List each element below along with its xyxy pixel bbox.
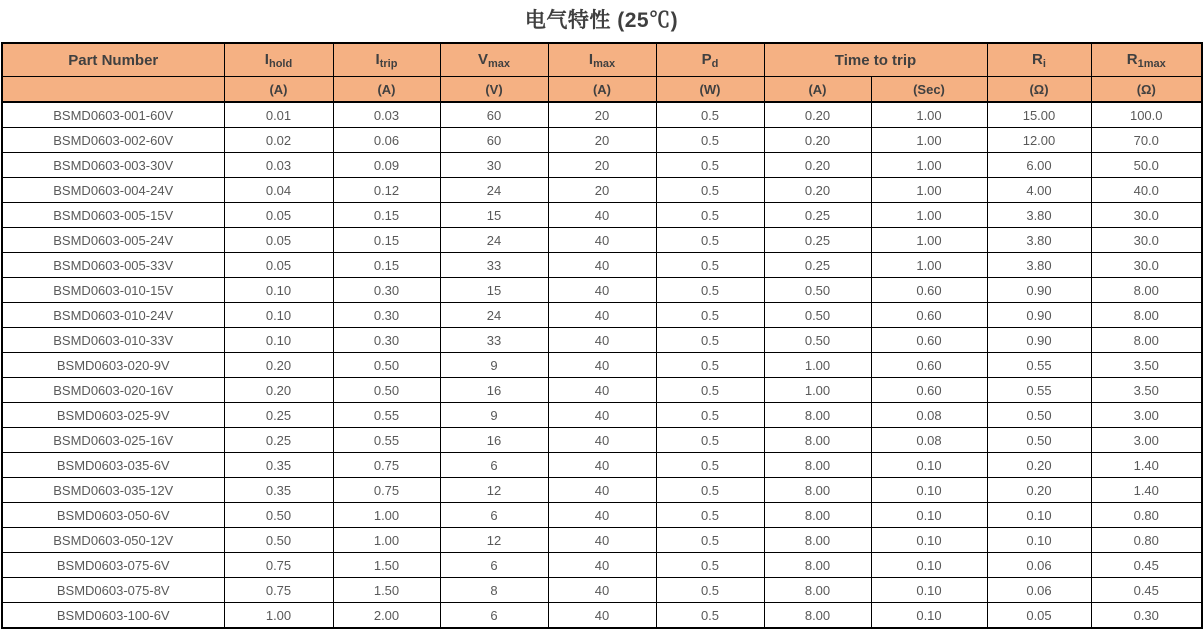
col-header-itrip bbox=[333, 43, 440, 77]
value-cell: 1.00 bbox=[871, 228, 987, 253]
value-cell: 0.15 bbox=[333, 203, 440, 228]
unit-imax: (A) bbox=[548, 77, 656, 103]
value-cell: 0.25 bbox=[224, 428, 333, 453]
unit-ri: (Ω) bbox=[987, 77, 1091, 103]
value-cell: 0.50 bbox=[333, 378, 440, 403]
value-cell: 40 bbox=[548, 278, 656, 303]
value-cell: 0.55 bbox=[987, 353, 1091, 378]
value-cell: 0.80 bbox=[1091, 503, 1202, 528]
value-cell: 0.10 bbox=[871, 478, 987, 503]
value-cell: 40 bbox=[548, 578, 656, 603]
value-cell: 40 bbox=[548, 228, 656, 253]
col-header-vmax-base: V bbox=[477, 50, 488, 68]
value-cell: 8.00 bbox=[764, 553, 871, 578]
col-header-ihold-sub: hold bbox=[268, 57, 293, 70]
value-cell: 15 bbox=[440, 278, 548, 303]
value-cell: 0.5 bbox=[656, 603, 764, 629]
value-cell: 0.05 bbox=[987, 603, 1091, 629]
table-row bbox=[2, 353, 1202, 378]
value-cell: 0.50 bbox=[764, 278, 871, 303]
value-cell: 40 bbox=[548, 478, 656, 503]
value-cell: 0.5 bbox=[656, 553, 764, 578]
value-cell: 0.05 bbox=[224, 228, 333, 253]
value-cell: 8.00 bbox=[764, 528, 871, 553]
part-number-cell: BSMD0603-020-16V bbox=[2, 378, 224, 403]
value-cell: 0.80 bbox=[1091, 528, 1202, 553]
part-number-cell: BSMD0603-025-9V bbox=[2, 403, 224, 428]
value-cell: 8.00 bbox=[764, 478, 871, 503]
table-row bbox=[2, 553, 1202, 578]
value-cell: 0.5 bbox=[656, 403, 764, 428]
value-cell: 0.10 bbox=[987, 503, 1091, 528]
value-cell: 70.0 bbox=[1091, 128, 1202, 153]
table-row bbox=[2, 303, 1202, 328]
table-row bbox=[2, 228, 1202, 253]
unit-vmax: (V) bbox=[440, 77, 548, 103]
value-cell: 1.00 bbox=[871, 153, 987, 178]
value-cell: 1.00 bbox=[764, 378, 871, 403]
table-row bbox=[2, 178, 1202, 203]
col-header-r1max bbox=[1091, 43, 1202, 77]
value-cell: 3.80 bbox=[987, 253, 1091, 278]
value-cell: 12 bbox=[440, 478, 548, 503]
part-number-cell: BSMD0603-075-8V bbox=[2, 578, 224, 603]
table-row bbox=[2, 378, 1202, 403]
col-header-itrip-sub: trip bbox=[379, 57, 398, 70]
value-cell: 1.00 bbox=[871, 178, 987, 203]
part-number-cell: BSMD0603-010-33V bbox=[2, 328, 224, 353]
col-header-imax bbox=[548, 43, 656, 77]
table-row bbox=[2, 453, 1202, 478]
value-cell: 6 bbox=[440, 603, 548, 629]
part-number-cell: BSMD0603-004-24V bbox=[2, 178, 224, 203]
value-cell: 0.25 bbox=[764, 253, 871, 278]
value-cell: 40 bbox=[548, 603, 656, 629]
table-row bbox=[2, 428, 1202, 453]
value-cell: 0.90 bbox=[987, 303, 1091, 328]
value-cell: 30.0 bbox=[1091, 253, 1202, 278]
value-cell: 0.90 bbox=[987, 278, 1091, 303]
value-cell: 24 bbox=[440, 178, 548, 203]
value-cell: 0.20 bbox=[764, 153, 871, 178]
value-cell: 0.50 bbox=[333, 353, 440, 378]
value-cell: 0.10 bbox=[987, 528, 1091, 553]
value-cell: 0.20 bbox=[987, 478, 1091, 503]
value-cell: 8.00 bbox=[1091, 278, 1202, 303]
value-cell: 0.35 bbox=[224, 478, 333, 503]
value-cell: 0.5 bbox=[656, 278, 764, 303]
value-cell: 0.06 bbox=[987, 578, 1091, 603]
value-cell: 1.00 bbox=[224, 603, 333, 629]
part-number-cell: BSMD0603-010-15V bbox=[2, 278, 224, 303]
value-cell: 0.20 bbox=[764, 102, 871, 128]
col-header-ri bbox=[987, 43, 1091, 77]
value-cell: 3.00 bbox=[1091, 428, 1202, 453]
value-cell: 0.5 bbox=[656, 353, 764, 378]
value-cell: 0.5 bbox=[656, 453, 764, 478]
value-cell: 0.06 bbox=[987, 553, 1091, 578]
col-header-imax-base: I bbox=[588, 50, 594, 68]
value-cell: 16 bbox=[440, 428, 548, 453]
value-cell: 0.10 bbox=[871, 553, 987, 578]
unit-r1max: (Ω) bbox=[1091, 77, 1202, 103]
value-cell: 0.5 bbox=[656, 578, 764, 603]
value-cell: 1.50 bbox=[333, 578, 440, 603]
table-row bbox=[2, 578, 1202, 603]
col-header-vmax-sub: max bbox=[487, 57, 511, 70]
value-cell: 0.60 bbox=[871, 328, 987, 353]
value-cell: 0.75 bbox=[333, 478, 440, 503]
value-cell: 0.10 bbox=[871, 453, 987, 478]
value-cell: 3.80 bbox=[987, 203, 1091, 228]
value-cell: 0.5 bbox=[656, 228, 764, 253]
value-cell: 12.00 bbox=[987, 128, 1091, 153]
value-cell: 8.00 bbox=[764, 503, 871, 528]
header-row-units bbox=[2, 77, 1202, 103]
value-cell: 8.00 bbox=[1091, 303, 1202, 328]
value-cell: 0.04 bbox=[224, 178, 333, 203]
value-cell: 40 bbox=[548, 203, 656, 228]
value-cell: 0.5 bbox=[656, 153, 764, 178]
value-cell: 0.09 bbox=[333, 153, 440, 178]
value-cell: 0.5 bbox=[656, 128, 764, 153]
value-cell: 8 bbox=[440, 578, 548, 603]
value-cell: 4.00 bbox=[987, 178, 1091, 203]
value-cell: 0.50 bbox=[987, 428, 1091, 453]
value-cell: 0.15 bbox=[333, 253, 440, 278]
table-row bbox=[2, 328, 1202, 353]
value-cell: 0.5 bbox=[656, 378, 764, 403]
unit-time-to-trip-a: (A) bbox=[764, 77, 871, 103]
value-cell: 8.00 bbox=[764, 453, 871, 478]
value-cell: 6.00 bbox=[987, 153, 1091, 178]
value-cell: 100.0 bbox=[1091, 102, 1202, 128]
part-number-cell: BSMD0603-001-60V bbox=[2, 102, 224, 128]
value-cell: 0.20 bbox=[224, 353, 333, 378]
table-row bbox=[2, 403, 1202, 428]
value-cell: 0.75 bbox=[224, 578, 333, 603]
part-number-cell: BSMD0603-020-9V bbox=[2, 353, 224, 378]
value-cell: 0.05 bbox=[224, 253, 333, 278]
value-cell: 30 bbox=[440, 153, 548, 178]
part-number-cell: BSMD0603-005-15V bbox=[2, 203, 224, 228]
value-cell: 0.03 bbox=[224, 153, 333, 178]
header-row-main bbox=[2, 43, 1202, 77]
table-row bbox=[2, 102, 1202, 128]
value-cell: 8.00 bbox=[764, 578, 871, 603]
value-cell: 40 bbox=[548, 378, 656, 403]
col-header-imax-sub: max bbox=[593, 57, 616, 70]
value-cell: 0.75 bbox=[333, 453, 440, 478]
value-cell: 0.45 bbox=[1091, 553, 1202, 578]
value-cell: 0.5 bbox=[656, 102, 764, 128]
value-cell: 0.10 bbox=[871, 528, 987, 553]
value-cell: 0.50 bbox=[224, 503, 333, 528]
part-number-cell: BSMD0603-003-30V bbox=[2, 153, 224, 178]
value-cell: 40 bbox=[548, 503, 656, 528]
value-cell: 9 bbox=[440, 353, 548, 378]
value-cell: 9 bbox=[440, 403, 548, 428]
value-cell: 0.5 bbox=[656, 428, 764, 453]
table-body bbox=[2, 102, 1202, 628]
value-cell: 0.50 bbox=[764, 328, 871, 353]
value-cell: 40.0 bbox=[1091, 178, 1202, 203]
part-number-cell: BSMD0603-010-24V bbox=[2, 303, 224, 328]
value-cell: 1.00 bbox=[871, 128, 987, 153]
value-cell: 0.5 bbox=[656, 528, 764, 553]
part-number-cell: BSMD0603-005-33V bbox=[2, 253, 224, 278]
value-cell: 40 bbox=[548, 528, 656, 553]
value-cell: 1.00 bbox=[871, 253, 987, 278]
table-row bbox=[2, 503, 1202, 528]
value-cell: 40 bbox=[548, 303, 656, 328]
value-cell: 40 bbox=[548, 328, 656, 353]
value-cell: 0.45 bbox=[1091, 578, 1202, 603]
value-cell: 0.5 bbox=[656, 253, 764, 278]
value-cell: 0.01 bbox=[224, 102, 333, 128]
table-header bbox=[2, 43, 1202, 102]
value-cell: 0.55 bbox=[333, 403, 440, 428]
value-cell: 0.25 bbox=[764, 203, 871, 228]
value-cell: 0.10 bbox=[871, 578, 987, 603]
value-cell: 30.0 bbox=[1091, 228, 1202, 253]
col-header-pd bbox=[656, 43, 764, 77]
value-cell: 33 bbox=[440, 253, 548, 278]
value-cell: 0.30 bbox=[333, 278, 440, 303]
value-cell: 0.08 bbox=[871, 428, 987, 453]
value-cell: 0.50 bbox=[224, 528, 333, 553]
value-cell: 50.0 bbox=[1091, 153, 1202, 178]
value-cell: 24 bbox=[440, 303, 548, 328]
value-cell: 0.55 bbox=[333, 428, 440, 453]
value-cell: 0.30 bbox=[333, 303, 440, 328]
value-cell: 0.60 bbox=[871, 353, 987, 378]
value-cell: 3.50 bbox=[1091, 353, 1202, 378]
value-cell: 3.00 bbox=[1091, 403, 1202, 428]
part-number-cell: BSMD0603-035-12V bbox=[2, 478, 224, 503]
value-cell: 8.00 bbox=[764, 603, 871, 629]
value-cell: 8.00 bbox=[764, 428, 871, 453]
value-cell: 20 bbox=[548, 102, 656, 128]
value-cell: 30.0 bbox=[1091, 203, 1202, 228]
value-cell: 40 bbox=[548, 428, 656, 453]
value-cell: 1.00 bbox=[871, 203, 987, 228]
part-number-cell: BSMD0603-002-60V bbox=[2, 128, 224, 153]
value-cell: 0.10 bbox=[224, 303, 333, 328]
value-cell: 0.05 bbox=[224, 203, 333, 228]
value-cell: 1.40 bbox=[1091, 478, 1202, 503]
value-cell: 0.5 bbox=[656, 503, 764, 528]
col-header-ihold-base: I bbox=[264, 50, 269, 68]
value-cell: 0.5 bbox=[656, 478, 764, 503]
unit-part-number-empty bbox=[2, 77, 224, 103]
electrical-characteristics-table bbox=[1, 42, 1203, 629]
value-cell: 20 bbox=[548, 178, 656, 203]
value-cell: 0.10 bbox=[224, 278, 333, 303]
value-cell: 60 bbox=[440, 102, 548, 128]
value-cell: 15.00 bbox=[987, 102, 1091, 128]
value-cell: 3.80 bbox=[987, 228, 1091, 253]
part-number-cell: BSMD0603-100-6V bbox=[2, 603, 224, 629]
value-cell: 0.12 bbox=[333, 178, 440, 203]
col-header-ri-sub: i bbox=[1042, 57, 1046, 70]
value-cell: 0.30 bbox=[1091, 603, 1202, 629]
value-cell: 0.20 bbox=[764, 128, 871, 153]
value-cell: 0.5 bbox=[656, 178, 764, 203]
value-cell: 12 bbox=[440, 528, 548, 553]
value-cell: 1.00 bbox=[871, 102, 987, 128]
value-cell: 0.25 bbox=[224, 403, 333, 428]
value-cell: 0.20 bbox=[764, 178, 871, 203]
col-header-itrip-base: I bbox=[375, 50, 380, 68]
part-number-cell: BSMD0603-050-6V bbox=[2, 503, 224, 528]
value-cell: 0.5 bbox=[656, 203, 764, 228]
value-cell: 0.60 bbox=[871, 278, 987, 303]
col-header-part-number: Part Number bbox=[2, 43, 224, 77]
table-row bbox=[2, 153, 1202, 178]
value-cell: 20 bbox=[548, 153, 656, 178]
value-cell: 0.90 bbox=[987, 328, 1091, 353]
value-cell: 8.00 bbox=[1091, 328, 1202, 353]
value-cell: 0.10 bbox=[871, 603, 987, 629]
col-header-r1max-sub: 1max bbox=[1137, 57, 1166, 70]
part-number-cell: BSMD0603-050-12V bbox=[2, 528, 224, 553]
value-cell: 0.75 bbox=[224, 553, 333, 578]
col-header-ri-base: R bbox=[1032, 50, 1043, 68]
col-header-ihold bbox=[224, 43, 333, 77]
value-cell: 40 bbox=[548, 553, 656, 578]
page-title: 电气特性 (25℃) bbox=[524, 9, 679, 32]
table-row bbox=[2, 253, 1202, 278]
table-row bbox=[2, 603, 1202, 629]
table-row bbox=[2, 278, 1202, 303]
value-cell: 0.50 bbox=[987, 403, 1091, 428]
part-number-cell: BSMD0603-005-24V bbox=[2, 228, 224, 253]
value-cell: 0.5 bbox=[656, 303, 764, 328]
value-cell: 60 bbox=[440, 128, 548, 153]
value-cell: 0.25 bbox=[764, 228, 871, 253]
value-cell: 0.35 bbox=[224, 453, 333, 478]
value-cell: 15 bbox=[440, 203, 548, 228]
value-cell: 20 bbox=[548, 128, 656, 153]
value-cell: 0.15 bbox=[333, 228, 440, 253]
table-row bbox=[2, 528, 1202, 553]
col-header-pd-base: P bbox=[701, 50, 712, 68]
value-cell: 0.10 bbox=[224, 328, 333, 353]
value-cell: 1.40 bbox=[1091, 453, 1202, 478]
unit-time-to-trip-sec: (Sec) bbox=[871, 77, 987, 103]
value-cell: 40 bbox=[548, 453, 656, 478]
table-row bbox=[2, 203, 1202, 228]
value-cell: 0.5 bbox=[656, 328, 764, 353]
value-cell: 33 bbox=[440, 328, 548, 353]
value-cell: 0.02 bbox=[224, 128, 333, 153]
value-cell: 0.20 bbox=[224, 378, 333, 403]
value-cell: 0.50 bbox=[764, 303, 871, 328]
value-cell: 3.50 bbox=[1091, 378, 1202, 403]
value-cell: 0.60 bbox=[871, 303, 987, 328]
value-cell: 6 bbox=[440, 453, 548, 478]
table-row bbox=[2, 128, 1202, 153]
value-cell: 2.00 bbox=[333, 603, 440, 629]
unit-pd: (W) bbox=[656, 77, 764, 103]
part-number-cell: BSMD0603-025-16V bbox=[2, 428, 224, 453]
value-cell: 0.30 bbox=[333, 328, 440, 353]
table-row bbox=[2, 478, 1202, 503]
part-number-cell: BSMD0603-075-6V bbox=[2, 553, 224, 578]
value-cell: 40 bbox=[548, 253, 656, 278]
value-cell: 0.08 bbox=[871, 403, 987, 428]
col-header-vmax bbox=[440, 43, 548, 77]
value-cell: 0.10 bbox=[871, 503, 987, 528]
col-header-pd-sub: d bbox=[711, 57, 719, 70]
value-cell: 24 bbox=[440, 228, 548, 253]
value-cell: 16 bbox=[440, 378, 548, 403]
value-cell: 6 bbox=[440, 503, 548, 528]
col-header-time-to-trip: Time to trip bbox=[764, 43, 987, 77]
value-cell: 0.55 bbox=[987, 378, 1091, 403]
value-cell: 1.00 bbox=[333, 528, 440, 553]
unit-ihold: (A) bbox=[224, 77, 333, 103]
value-cell: 0.06 bbox=[333, 128, 440, 153]
value-cell: 1.00 bbox=[333, 503, 440, 528]
value-cell: 1.00 bbox=[764, 353, 871, 378]
value-cell: 0.20 bbox=[987, 453, 1091, 478]
value-cell: 0.60 bbox=[871, 378, 987, 403]
col-header-r1max-base: R bbox=[1126, 50, 1138, 68]
value-cell: 0.03 bbox=[333, 102, 440, 128]
value-cell: 8.00 bbox=[764, 403, 871, 428]
part-number-cell: BSMD0603-035-6V bbox=[2, 453, 224, 478]
unit-itrip: (A) bbox=[333, 77, 440, 103]
value-cell: 1.50 bbox=[333, 553, 440, 578]
value-cell: 40 bbox=[548, 403, 656, 428]
value-cell: 40 bbox=[548, 353, 656, 378]
value-cell: 6 bbox=[440, 553, 548, 578]
